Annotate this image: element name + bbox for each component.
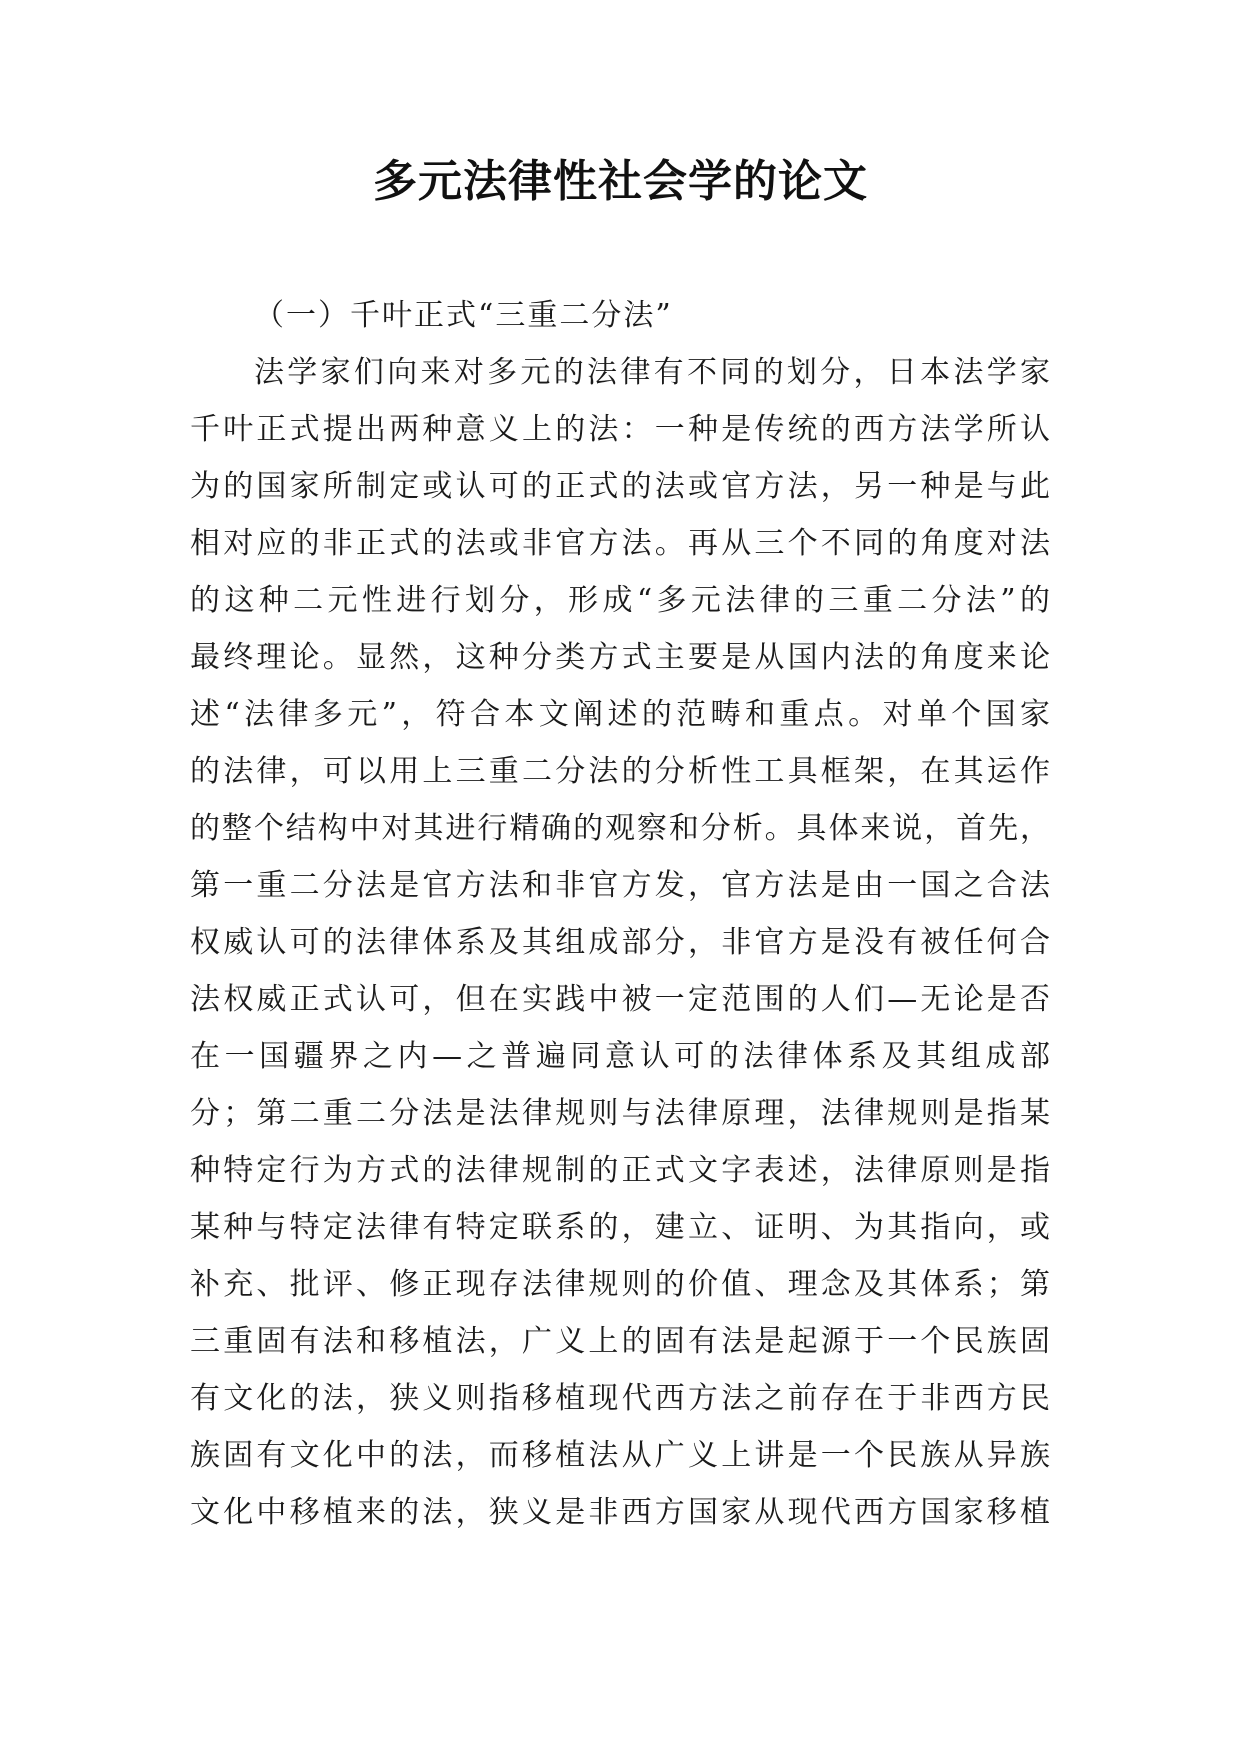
document-title: 多元法律性社会学的论文 bbox=[373, 156, 868, 207]
paragraph-line: 为的国家所制定或认可的正式的法或官方法，另一种是与此 bbox=[190, 469, 1050, 504]
document-body bbox=[190, 287, 1050, 1541]
paragraph-line: 分；第二重二分法是法律规则与法律原理，法律规则是指某 bbox=[190, 1096, 1050, 1131]
paragraph-line: 千叶正式提出两种意义上的法：一种是传统的西方法学所认 bbox=[190, 412, 1050, 447]
paragraph-line: 的整个结构中对其进行精确的观察和分析。具体来说，首先， bbox=[190, 811, 1050, 846]
paragraph-line: 有文化的法，狭义则指移植现代西方法之前存在于非西方民 bbox=[190, 1381, 1050, 1416]
paragraph-line: 第一重二分法是官方法和非官方发，官方法是由一国之合法 bbox=[190, 868, 1050, 903]
section-heading: （一）千叶正式“三重二分法” bbox=[254, 298, 673, 333]
paragraph-line: 述“法律多元”，符合本文阐述的范畴和重点。对单个国家 bbox=[190, 697, 1050, 732]
paragraph-line: 补充、批评、修正现存法律规则的价值、理念及其体系；第 bbox=[190, 1267, 1050, 1302]
paragraph-line: 权威认可的法律体系及其组成部分，非官方是没有被任何合 bbox=[190, 925, 1050, 960]
paragraph-line: 文化中移植来的法，狭义是非西方国家从现代西方国家移植 bbox=[190, 1495, 1050, 1530]
paragraph-line: 最终理论。显然，这种分类方式主要是从国内法的角度来论 bbox=[190, 640, 1050, 675]
paragraph-line: 在一国疆界之内—之普遍同意认可的法律体系及其组成部 bbox=[190, 1039, 1050, 1074]
paragraph-line: 的这种二元性进行划分，形成“多元法律的三重二分法”的 bbox=[190, 583, 1050, 618]
paragraph-line: 的法律，可以用上三重二分法的分析性工具框架，在其运作 bbox=[190, 754, 1050, 789]
paragraph-line: 某种与特定法律有特定联系的，建立、证明、为其指向，或 bbox=[190, 1210, 1050, 1245]
paragraph-line: 族固有文化中的法，而移植法从广义上讲是一个民族从异族 bbox=[190, 1438, 1050, 1473]
paragraph-line: 三重固有法和移植法，广义上的固有法是起源于一个民族固 bbox=[190, 1324, 1050, 1359]
paragraph-line: 相对应的非正式的法或非官方法。再从三个不同的角度对法 bbox=[190, 526, 1050, 561]
paragraph-line: 法学家们向来对多元的法律有不同的划分，日本法学家 bbox=[254, 355, 1050, 390]
paragraph-line: 法权威正式认可，但在实践中被一定范围的人们—无论是否 bbox=[190, 982, 1050, 1017]
paragraph-line: 种特定行为方式的法律规制的正式文字表述，法律原则是指 bbox=[190, 1153, 1050, 1188]
